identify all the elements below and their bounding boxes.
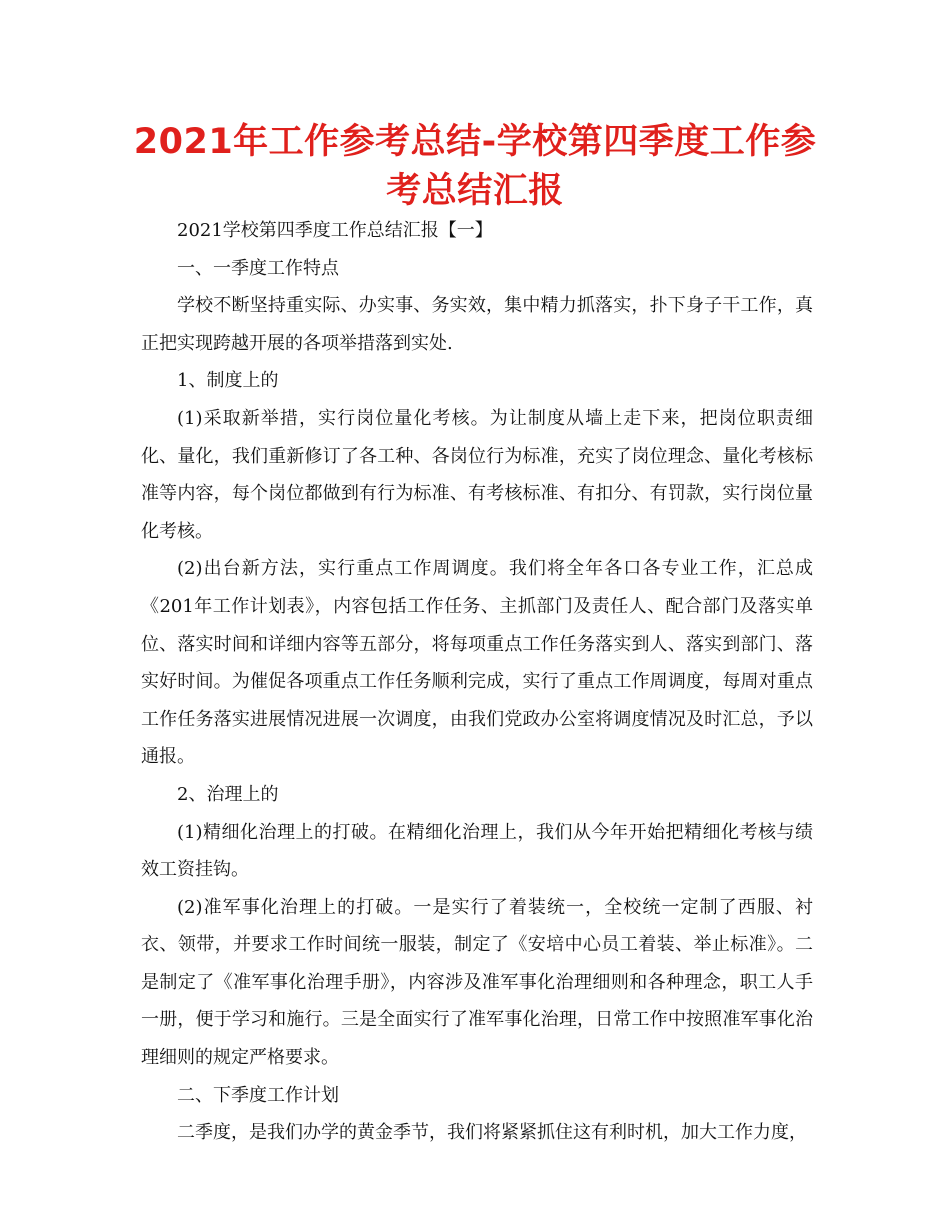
document-body (141, 212, 813, 1152)
paragraph: (1)采取新举措，实行岗位量化考核。为让制度从墙上走下来，把岗位职责细化、量化，我们重新修订了各工种、各岗位行为标准，充实了岗位理念、量化考核标准等内容，每个岗位都做到有行为标准、有考核标准、有扣分、有罚款，实行岗位量化考核。 (141, 407, 813, 542)
section-heading: 2021学校第四季度工作总结汇报【一】 (177, 220, 493, 241)
paragraph: (2)出台新方法，实行重点工作周调度。我们将全年各口各专业工作，汇总成《201年工作计划表》，内容包括工作任务、主抓部门及责任人、配合部门及落实单位、落实时间和详细内容等五部分，将每项重点工作任务落实到人、落实到部门、落实好时间。为催促各项重点工作任务顺利完成，实行了重点工作周调度，每周对重点工作任务落实进展情况进展一次调度，由我们党政办公室将调度情况及时汇总，予以通报。 (141, 558, 813, 768)
subsection-heading: 一、一季度工作特点 (177, 257, 339, 279)
paragraph: 二季度，是我们办学的黄金季节，我们将紧紧抓住这有利时机，加大工作力度， (177, 1122, 807, 1144)
subsection-heading: 2、治理上的 (177, 783, 279, 805)
paragraph: 学校不断坚持重实际、办实事、务实效，集中精力抓落实，扑下身子干工作，真正把实现跨越开展的各项举措落到实处. (141, 295, 813, 354)
subsection-heading: 1、制度上的 (177, 370, 279, 392)
paragraph: (2)准军事化治理上的打破。一是实行了着装统一，全校统一定制了西服、衬衣、领带，并要求工作时间统一服装，制定了《安培中心员工着装、举止标准》。二是制定了《准军事化治理手册》，内容涉及准军事化治理细则和各种理念，职工人手一册，便于学习和施行。三是全面实行了准军事化治理，日常工作中按照准军事化治理细则的规定严格要求。 (141, 896, 813, 1069)
paragraph: (1)精细化治理上的打破。在精细化治理上，我们从今年开始把精细化考核与绩效工资挂钩。 (141, 821, 813, 881)
subsection-heading: 二、下季度工作计划 (177, 1084, 339, 1106)
document-title: 2021年工作参考总结-学校第四季度工作参考总结汇报 (133, 122, 817, 211)
